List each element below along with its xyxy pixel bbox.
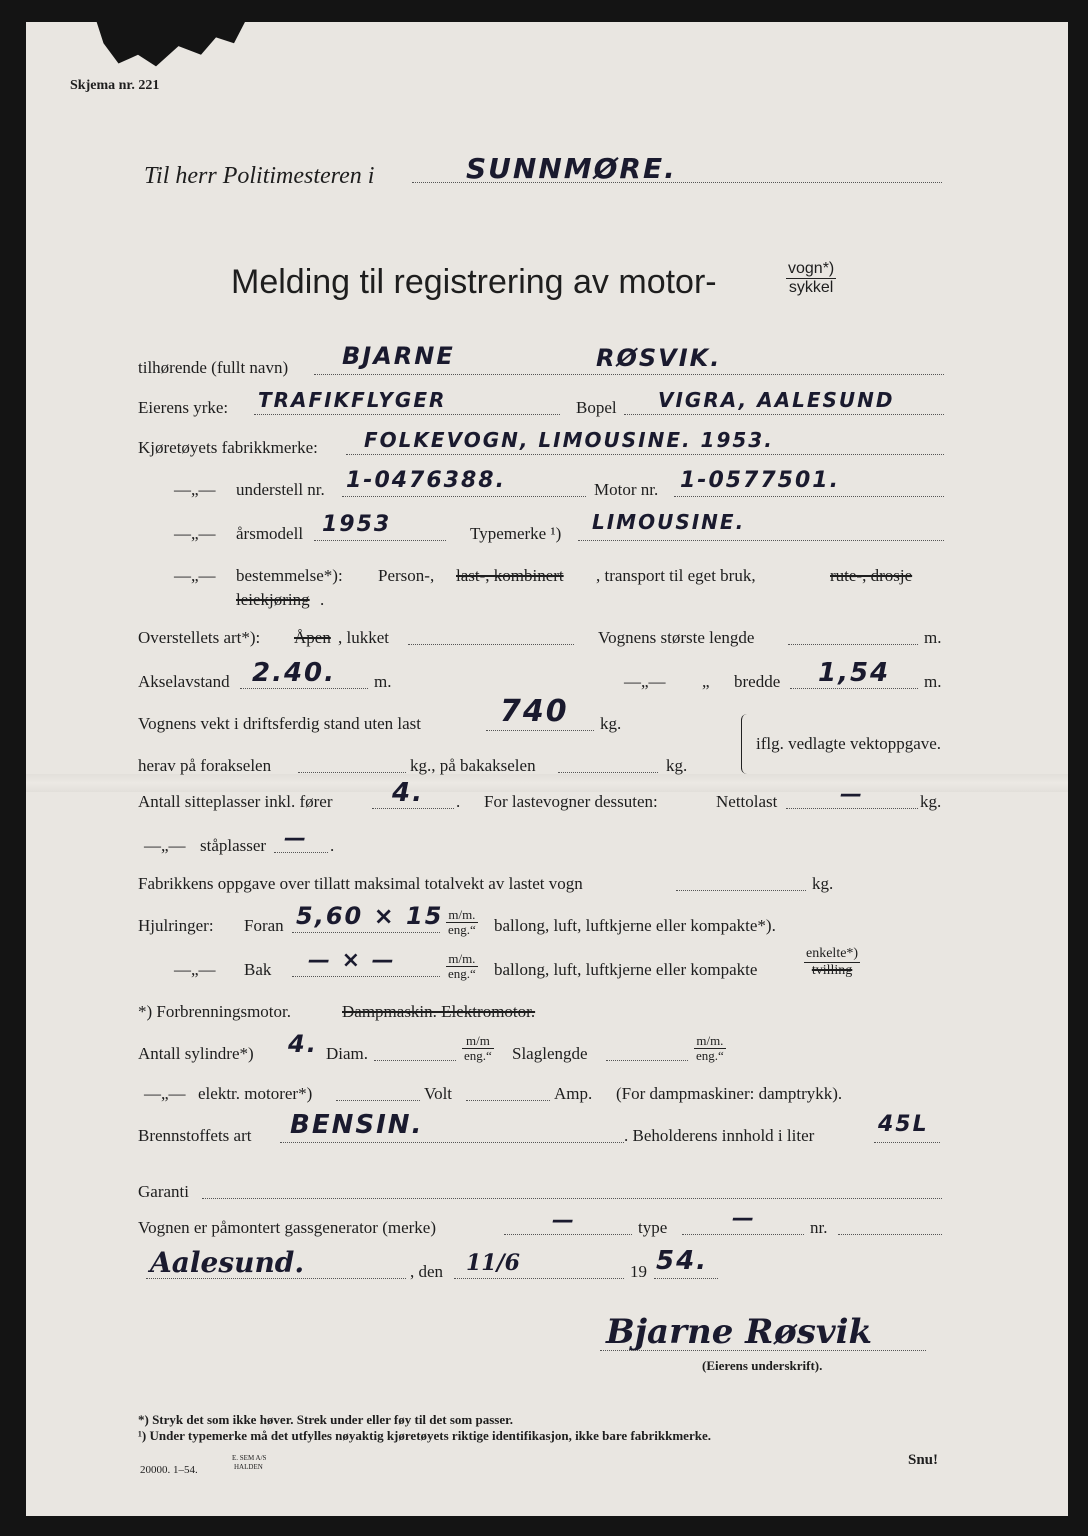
diam-line [374,1060,456,1061]
engine-type-label: *) Forbrenningsmotor. [138,1002,291,1021]
seats-label: Antall sitteplasser inkl. fører [138,792,333,811]
unit-eng: eng.“ [464,1048,492,1063]
title-option-vogn: vogn*) [788,260,835,277]
tires-label: Hjulringer: [138,916,214,935]
steam-note: (For dampmaskiner: damptrykk). [616,1084,843,1103]
tires-front-value: 5,60 × 15 [296,902,444,930]
tires-front-label: Foran [244,916,284,935]
owner-signature: Bjarne Røsvik [606,1312,873,1352]
length-line [788,644,918,645]
unit-eng: eng.“ [448,922,476,937]
length-label: Vognens største lengde [598,628,755,647]
date-label: , den [410,1262,444,1281]
rear-axle-label: kg., på bakakselen [410,756,536,775]
weight-line [486,730,594,731]
weight-label: Vognens vekt i driftsferdig stand uten last [138,714,421,733]
rear-axle-unit: kg. [666,756,688,775]
title-option-sykkel: sykkel [788,279,834,296]
purpose-period: . [320,590,325,609]
print-info: 20000. 1–54. [140,1464,198,1476]
tires-rear-label: Bak [244,960,272,979]
type-line [578,540,944,541]
volt-label: Volt [424,1084,453,1103]
fuel-value: BENSIN. [290,1110,424,1140]
weight-note: iflg. vedlagte vektoppgave. [756,734,942,753]
max-weight-label: Fabrikkens oppgave over tillatt maksimal totalvekt av lastet vogn [138,874,583,893]
cargo-label: For lastevogner dessuten: [484,792,658,811]
fuel-line [280,1142,624,1143]
residence-value: VIGRA, AALESUND [658,388,895,412]
rear-axle-line [558,772,658,773]
footnote-1: *) Stryk det som ikke høver. Strek under eller føy til det som passer. [138,1412,513,1427]
place-value: Aalesund. [150,1246,305,1279]
stroke-label: Slaglengde [512,1044,588,1063]
amp-label: Amp. [554,1084,593,1103]
footnote-2: ¹) Under typemerke må det utfylles nøyaktig kjøretøyets riktige identifikasjon, ikke bare fabrikkmerke. [138,1428,711,1443]
body-closed: , lukket [338,628,389,647]
ditto-mark: —„— [144,836,186,855]
tank-value: 45L [878,1112,929,1137]
unit-mm: m/m. [694,1034,726,1049]
body-open-struck: Åpen [294,628,331,647]
ditto-mark: —„— [174,566,216,585]
ditto-quote: „ [702,672,710,691]
paper-fold [26,774,1068,792]
unit-mm: m/m. [446,908,478,923]
ditto-mark: —„— [174,480,216,499]
tires-rear-unit [446,952,478,981]
addressee-value: SUNNMØRE. [466,152,677,185]
make-value: FOLKEVOGN, LIMOUSINE. 1953. [364,428,774,452]
wheelbase-label: Akselavstand [138,672,230,691]
make-label: Kjøretøyets fabrikkmerke: [138,438,318,457]
electric-line [336,1100,420,1101]
tires-rear-types: ballong, luft, luftkjerne eller kompakte [494,960,758,979]
body-line [408,644,574,645]
motor-label: Motor nr. [594,480,659,499]
unit-mm: m/m. [446,952,478,967]
tires-front-line [292,932,440,933]
gas-nr-line [838,1234,942,1235]
residence-label: Bopel [576,398,617,417]
diam-label: Diam. [326,1044,369,1063]
ditto-mark: —„— [624,672,666,691]
front-axle-line [298,772,406,773]
electric-label: elektr. motorer*) [198,1084,313,1103]
standing-label: ståplasser [200,836,267,855]
date-line [454,1278,624,1279]
occupation-line [254,414,560,415]
signature-label: (Eierens underskrift). [702,1358,823,1373]
max-weight-line [676,890,806,891]
front-axle-label: herav på forakselen [138,756,272,775]
tires-rear-line [292,976,440,977]
gas-nr-label: nr. [810,1218,828,1237]
purpose-cargo-struck: last-, kombinert [456,566,564,585]
model-year-label: årsmodell [236,524,304,543]
net-load-label: Nettolast [716,792,778,811]
mount-twin-struck: tvilling [811,963,853,978]
gas-generator-label: Vognen er påmontert gassgenerator (merke) [138,1218,437,1237]
length-unit: m. [924,628,942,647]
width-unit: m. [924,672,942,691]
weight-brace [741,714,752,774]
fuel-label: Brennstoffets art [138,1126,252,1145]
purpose-route-struck: rute-, drosje [830,566,913,585]
tires-rear-value: — × — [308,948,396,973]
torn-corner [96,22,246,78]
title-fraction [786,260,836,297]
weight-unit: kg. [600,714,622,733]
ditto-mark: —„— [174,960,216,979]
owner-name-label: tilhørende (fullt navn) [138,358,289,377]
tank-line [874,1142,940,1143]
owner-first-name: BJARNE [342,342,455,370]
tires-front-types: ballong, luft, luftkjerne eller kompakte*). [494,916,776,935]
owner-last-name: RØSVIK. [596,344,722,372]
seats-line [372,808,454,809]
type-label: Typemerke ¹) [470,524,562,543]
type-value: LIMOUSINE. [592,510,746,534]
weight-value: 740 [500,694,569,729]
width-line [790,688,918,689]
gas-type-line [682,1234,804,1235]
gas-generator-line [504,1234,632,1235]
unit-mm: m/m [462,1034,494,1049]
unit-eng: eng.“ [696,1048,724,1063]
chassis-value: 1-0476388. [346,468,506,493]
cylinders-value: 4. [288,1030,318,1058]
warranty-label: Garanti [138,1182,189,1201]
unit-eng: eng.“ [448,966,476,981]
model-year-value: 1953 [322,512,392,537]
registration-form [26,22,1068,1516]
mount-single: enkelte*) [806,946,859,961]
owner-name-line [314,374,944,375]
standing-period: . [330,836,335,855]
width-label: bredde [734,672,781,691]
cylinders-label: Antall sylindre*) [138,1044,254,1063]
wheelbase-unit: m. [374,672,392,691]
ditto-mark: —„— [144,1084,186,1103]
diam-unit [462,1034,494,1063]
year-prefix: 19 [630,1262,647,1281]
purpose-label: bestemmelse*): [236,566,343,585]
motor-line [674,496,944,497]
printer-city: HALDEN [234,1463,263,1471]
seats-period: . [456,792,461,811]
gas-type-value: — [732,1206,756,1231]
chassis-label: understell nr. [236,480,325,499]
occupation-value: TRAFIKFLYGER [258,388,447,412]
chassis-line [342,496,586,497]
wheelbase-value: 2.40. [252,658,337,688]
seats-value: 4. [392,778,424,808]
tires-front-unit [446,908,478,937]
year-line [654,1278,718,1279]
net-load-unit: kg. [920,792,942,811]
make-line [346,454,944,455]
warranty-line [202,1198,942,1199]
addressee-label: Til herr Politimesteren i [144,163,375,189]
stroke-line [606,1060,688,1061]
turn-over: Snu! [908,1452,939,1468]
gas-type-label: type [638,1218,668,1237]
motor-value: 1-0577501. [680,468,840,493]
engine-type-struck: Dampmaskin. Elektromotor. [342,1002,536,1021]
purpose-rental-struck: leiekjøring [236,590,310,609]
date-value: 11/6 [466,1250,520,1276]
wheelbase-line [240,688,368,689]
printer-name: E. SEM A/S [232,1454,267,1462]
purpose-transport: , transport til eget bruk, [596,566,756,585]
max-weight-unit: kg. [812,874,834,893]
page-title: Melding til registrering av motor- [231,263,717,301]
ditto-mark: —„— [174,524,216,543]
model-year-line [314,540,446,541]
tank-label: . Beholderens innhold i liter [624,1126,815,1145]
stroke-unit [694,1034,726,1063]
body-label: Overstellets art*): [138,628,261,647]
tires-rear-mount [804,946,860,979]
net-load-line [786,808,918,809]
net-load-value: — [840,782,864,807]
purpose-person: Person-, [378,566,435,585]
volt-line [466,1100,550,1101]
gas-generator-value: — [552,1208,576,1233]
signature-line [600,1350,926,1351]
occupation-label: Eierens yrke: [138,398,229,417]
standing-value: — [284,826,308,851]
form-number: Skjema nr. 221 [70,78,160,93]
width-value: 1,54 [818,658,891,688]
year-value: 54. [656,1246,709,1276]
standing-line [274,852,328,853]
residence-line [624,414,944,415]
